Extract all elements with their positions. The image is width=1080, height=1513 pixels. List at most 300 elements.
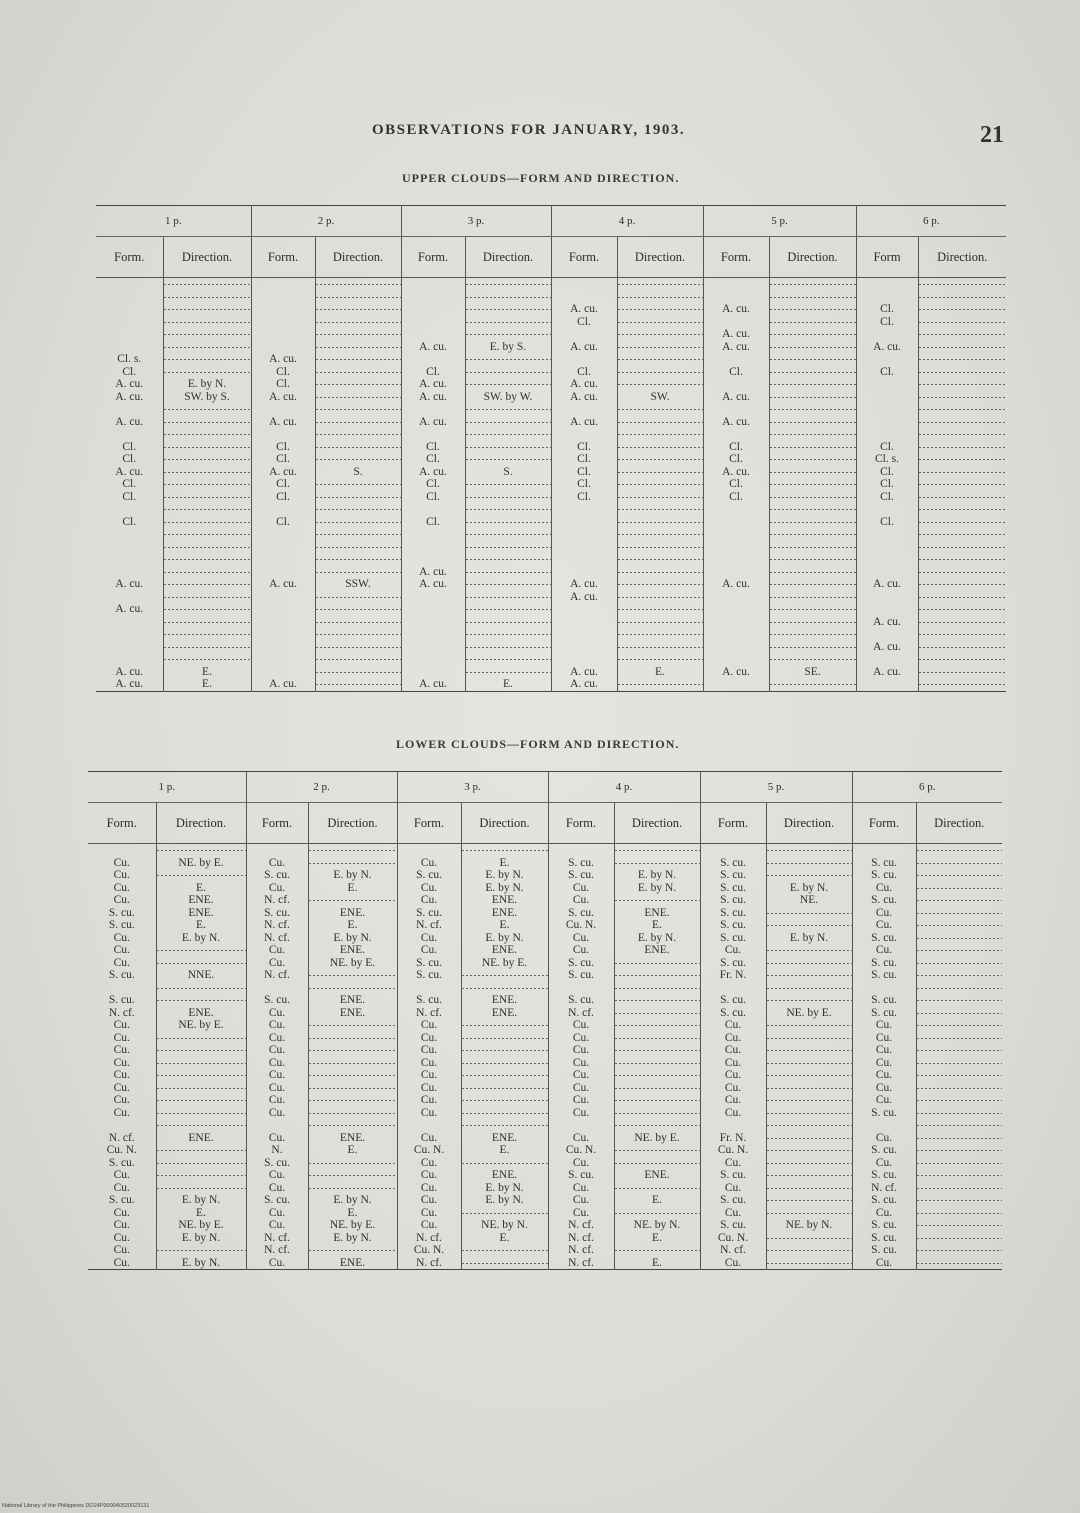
form-cell: A. cu.	[251, 678, 315, 691]
hour-header: 4 p.	[551, 206, 703, 237]
direction-cell: ENE.	[308, 1257, 397, 1270]
direction-cell	[617, 616, 703, 629]
direction-cell	[461, 969, 548, 982]
direction-cell	[465, 628, 551, 641]
form-cell	[401, 603, 465, 616]
direction-cell	[614, 1069, 700, 1082]
direction-cell: E.	[614, 1232, 700, 1245]
direction-cell	[918, 403, 1006, 416]
table-row	[88, 1107, 1002, 1120]
form-cell: Fr. N.	[700, 1132, 766, 1145]
form-cell: S. cu.	[852, 894, 916, 907]
form-cell: Cu.	[397, 1194, 461, 1207]
direction-cell: NE. by N.	[766, 1219, 852, 1232]
direction-cell	[617, 403, 703, 416]
direction-cell: ENE.	[461, 1169, 548, 1182]
form-cell: A. cu.	[551, 341, 617, 354]
direction-cell: E. by N.	[308, 932, 397, 945]
table-row	[96, 641, 1006, 654]
form-cell: Cl.	[856, 441, 918, 454]
form-cell: S. cu.	[852, 1107, 916, 1120]
form-cell: S. cu.	[246, 994, 308, 1007]
table-row	[88, 1207, 1002, 1220]
direction-cell	[617, 466, 703, 479]
form-cell: Cu.	[397, 1044, 461, 1057]
direction-cell	[617, 328, 703, 341]
form-cell	[251, 566, 315, 579]
form-cell: S. cu.	[88, 1194, 156, 1207]
direction-cell	[465, 528, 551, 541]
direction-cell	[465, 303, 551, 316]
hour-header: 6 p.	[856, 206, 1006, 237]
form-cell	[401, 428, 465, 441]
form-cell: A. cu.	[551, 666, 617, 679]
direction-cell	[769, 566, 856, 579]
form-cell: Cu.	[700, 1107, 766, 1120]
direction-cell: NE. by E.	[156, 1019, 246, 1032]
form-cell: S. cu.	[548, 857, 614, 870]
direction-cell	[315, 591, 401, 604]
form-cell: A. cu.	[401, 341, 465, 354]
direction-cell	[163, 453, 251, 466]
form-cell: A. cu.	[401, 466, 465, 479]
form-cell	[703, 278, 769, 291]
direction-cell	[617, 516, 703, 529]
form-cell	[551, 291, 617, 304]
direction-cell	[918, 366, 1006, 379]
form-cell: S. cu.	[548, 1169, 614, 1182]
form-cell: Cu.	[88, 882, 156, 895]
direction-cell	[465, 278, 551, 291]
direction-cell: ENE.	[461, 894, 548, 907]
direction-cell: E.	[308, 1144, 397, 1157]
direction-cell	[766, 1182, 852, 1195]
table-row	[88, 1044, 1002, 1057]
form-cell: A. cu.	[703, 416, 769, 429]
form-cell: Cu.	[88, 1019, 156, 1032]
form-cell: A. cu.	[401, 678, 465, 691]
form-cell	[856, 278, 918, 291]
table-row	[88, 957, 1002, 970]
form-cell	[96, 503, 163, 516]
direction-cell	[315, 553, 401, 566]
form-cell: S. cu.	[852, 1169, 916, 1182]
direction-cell: E. by N.	[461, 932, 548, 945]
direction-cell	[769, 466, 856, 479]
form-cell: S. cu.	[700, 857, 766, 870]
form-cell: S. cu.	[548, 994, 614, 1007]
form-cell	[251, 641, 315, 654]
form-column-header: Form.	[852, 803, 916, 844]
direction-cell	[461, 1032, 548, 1045]
form-cell: Cu.	[246, 1044, 308, 1057]
direction-cell	[766, 1207, 852, 1220]
form-cell: A. cu.	[551, 416, 617, 429]
direction-cell	[769, 503, 856, 516]
direction-cell	[156, 1244, 246, 1257]
direction-cell: E.	[461, 1232, 548, 1245]
direction-cell	[315, 366, 401, 379]
direction-cell: E. by N.	[766, 932, 852, 945]
form-cell: Cu.	[548, 1132, 614, 1145]
table-row	[88, 1232, 1002, 1245]
direction-cell	[916, 844, 1002, 857]
form-cell: Fr. N.	[700, 969, 766, 982]
direction-cell	[769, 491, 856, 504]
direction-cell	[614, 957, 700, 970]
form-cell: Cu.	[397, 894, 461, 907]
direction-cell	[465, 503, 551, 516]
direction-cell	[461, 982, 548, 995]
direction-cell	[308, 857, 397, 870]
direction-cell	[916, 869, 1002, 882]
direction-column-header: Direction.	[769, 237, 856, 278]
direction-cell	[163, 578, 251, 591]
table-row	[88, 1219, 1002, 1232]
form-cell	[551, 503, 617, 516]
direction-cell	[465, 353, 551, 366]
direction-cell	[163, 628, 251, 641]
form-cell: N. cf.	[88, 1007, 156, 1020]
table-row	[96, 653, 1006, 666]
form-cell: Cu.	[700, 1182, 766, 1195]
direction-cell	[766, 869, 852, 882]
direction-cell: E. by N.	[461, 869, 548, 882]
form-cell: A. cu.	[401, 416, 465, 429]
direction-cell: NE. by E.	[156, 857, 246, 870]
direction-cell: E. by N.	[766, 882, 852, 895]
direction-cell	[916, 1182, 1002, 1195]
form-cell	[96, 553, 163, 566]
direction-cell	[461, 1019, 548, 1032]
form-cell	[401, 278, 465, 291]
form-cell: Cl.	[251, 366, 315, 379]
form-cell: Cu.	[397, 1069, 461, 1082]
direction-cell	[163, 616, 251, 629]
direction-cell	[916, 1094, 1002, 1107]
hour-header: 4 p.	[548, 772, 700, 803]
form-cell: A. cu.	[96, 603, 163, 616]
form-cell	[96, 403, 163, 416]
form-cell: S. cu.	[397, 869, 461, 882]
form-cell: A. cu.	[703, 391, 769, 404]
form-cell: Cl.	[401, 478, 465, 491]
form-cell: Cl.	[251, 516, 315, 529]
direction-cell	[465, 478, 551, 491]
direction-cell	[315, 491, 401, 504]
hour-header: 2 p.	[246, 772, 397, 803]
direction-cell	[769, 378, 856, 391]
form-cell: Cl.	[856, 366, 918, 379]
form-cell: Cu.	[852, 907, 916, 920]
form-cell: Cu.	[246, 1169, 308, 1182]
form-cell: Cu.	[397, 857, 461, 870]
direction-column-header: Direction.	[156, 803, 246, 844]
form-cell	[251, 541, 315, 554]
form-cell: S. cu.	[700, 869, 766, 882]
form-cell	[401, 353, 465, 366]
form-cell: Cl.	[551, 366, 617, 379]
direction-cell	[465, 541, 551, 554]
page-number: 21	[980, 122, 1004, 148]
direction-cell	[315, 378, 401, 391]
direction-cell	[769, 528, 856, 541]
direction-cell	[163, 341, 251, 354]
form-cell: Cl.	[96, 478, 163, 491]
form-cell: Cu.	[397, 1057, 461, 1070]
direction-cell	[308, 1082, 397, 1095]
table-row	[96, 516, 1006, 529]
form-cell: Cu.	[397, 1207, 461, 1220]
form-cell: Cl.	[856, 478, 918, 491]
table-row	[88, 1032, 1002, 1045]
form-cell	[703, 628, 769, 641]
direction-cell	[163, 541, 251, 554]
form-cell: N.	[246, 1144, 308, 1157]
direction-cell	[163, 441, 251, 454]
direction-cell	[315, 503, 401, 516]
form-cell: Cu.	[88, 1182, 156, 1195]
table-row	[88, 907, 1002, 920]
form-cell: Cu.	[700, 1069, 766, 1082]
direction-cell	[916, 1069, 1002, 1082]
form-cell: Cl.	[856, 491, 918, 504]
direction-cell	[617, 441, 703, 454]
direction-cell	[918, 391, 1006, 404]
direction-cell: E. by N.	[156, 1232, 246, 1245]
form-cell	[856, 653, 918, 666]
form-cell: A. cu.	[703, 466, 769, 479]
form-cell	[856, 553, 918, 566]
direction-cell	[766, 1044, 852, 1057]
form-cell: S. cu.	[88, 969, 156, 982]
direction-column-header: Direction.	[766, 803, 852, 844]
direction-cell	[315, 278, 401, 291]
form-cell	[551, 603, 617, 616]
direction-cell	[918, 441, 1006, 454]
form-cell	[401, 628, 465, 641]
form-cell: Cu.	[88, 1057, 156, 1070]
direction-cell	[465, 641, 551, 654]
direction-cell: ENE.	[461, 1007, 548, 1020]
form-cell	[401, 591, 465, 604]
form-cell: Cu.	[246, 1069, 308, 1082]
direction-cell	[465, 291, 551, 304]
form-cell: Cu.	[852, 1157, 916, 1170]
direction-cell	[617, 353, 703, 366]
form-cell: Cu.	[88, 1107, 156, 1120]
direction-cell	[465, 416, 551, 429]
direction-cell	[163, 353, 251, 366]
direction-column-header: Direction.	[163, 237, 251, 278]
form-cell	[96, 528, 163, 541]
form-cell: Cu.	[700, 1257, 766, 1270]
direction-cell: E. by N.	[308, 1232, 397, 1245]
form-cell	[88, 982, 156, 995]
form-cell	[551, 641, 617, 654]
direction-cell	[163, 303, 251, 316]
direction-cell	[315, 603, 401, 616]
direction-cell	[617, 316, 703, 329]
form-cell: Cu.	[397, 1182, 461, 1195]
direction-cell	[465, 453, 551, 466]
direction-cell	[156, 1082, 246, 1095]
direction-cell	[918, 528, 1006, 541]
direction-cell	[766, 982, 852, 995]
table-row	[88, 982, 1002, 995]
direction-cell	[614, 857, 700, 870]
form-cell: Cu.	[88, 1244, 156, 1257]
direction-cell	[465, 666, 551, 679]
direction-cell	[916, 1044, 1002, 1057]
direction-cell	[465, 653, 551, 666]
direction-cell: ENE.	[308, 994, 397, 1007]
form-cell: Cu.	[852, 1094, 916, 1107]
form-cell: S. cu.	[700, 1169, 766, 1182]
table-row	[88, 1169, 1002, 1182]
direction-cell	[465, 516, 551, 529]
form-cell	[251, 291, 315, 304]
upper-clouds-title: UPPER CLOUDS—FORM AND DIRECTION.	[402, 171, 680, 185]
form-cell	[397, 844, 461, 857]
form-cell: Cu.	[246, 944, 308, 957]
table-row	[88, 1132, 1002, 1145]
form-cell	[251, 666, 315, 679]
direction-cell	[769, 653, 856, 666]
direction-cell	[617, 303, 703, 316]
direction-cell	[769, 603, 856, 616]
direction-cell	[918, 578, 1006, 591]
form-cell: Cu.	[246, 882, 308, 895]
form-cell	[703, 316, 769, 329]
form-cell: Cu.	[246, 1057, 308, 1070]
table-row	[96, 391, 1006, 404]
form-cell	[548, 844, 614, 857]
form-cell: S. cu.	[852, 994, 916, 1007]
direction-cell	[308, 1057, 397, 1070]
direction-cell: SW. by W.	[465, 391, 551, 404]
form-cell: Cu.	[852, 1069, 916, 1082]
direction-cell	[163, 316, 251, 329]
direction-cell: NNE.	[156, 969, 246, 982]
direction-cell	[617, 378, 703, 391]
direction-cell: NE. by E.	[156, 1219, 246, 1232]
direction-cell	[308, 1244, 397, 1257]
direction-cell	[769, 453, 856, 466]
form-cell	[397, 1119, 461, 1132]
direction-cell	[918, 378, 1006, 391]
table-row	[88, 1157, 1002, 1170]
direction-cell	[769, 478, 856, 491]
form-cell	[246, 1119, 308, 1132]
form-cell	[96, 641, 163, 654]
direction-cell	[769, 553, 856, 566]
form-cell: Cu.	[548, 1194, 614, 1207]
direction-cell	[315, 453, 401, 466]
form-cell: A. cu.	[96, 391, 163, 404]
direction-cell: E. by N.	[308, 1194, 397, 1207]
lower-clouds-title: LOWER CLOUDS—FORM AND DIRECTION.	[396, 737, 680, 751]
direction-cell	[315, 303, 401, 316]
form-cell	[251, 591, 315, 604]
direction-cell: NE.	[766, 894, 852, 907]
direction-cell	[461, 1244, 548, 1257]
direction-cell	[156, 1057, 246, 1070]
hour-header: 6 p.	[852, 772, 1002, 803]
direction-cell: E. by N.	[614, 869, 700, 882]
direction-column-header: Direction.	[916, 803, 1002, 844]
direction-cell	[916, 1032, 1002, 1045]
form-cell: A. cu.	[96, 666, 163, 679]
form-cell: A. cu.	[703, 328, 769, 341]
form-cell	[96, 591, 163, 604]
form-cell: S. cu.	[700, 1219, 766, 1232]
form-cell: S. cu.	[700, 907, 766, 920]
form-cell: Cl.	[551, 453, 617, 466]
form-cell	[401, 641, 465, 654]
direction-cell	[308, 1169, 397, 1182]
form-cell: S. cu.	[852, 857, 916, 870]
direction-cell	[308, 1044, 397, 1057]
form-cell: N. cf.	[397, 1257, 461, 1270]
form-cell	[703, 603, 769, 616]
direction-cell	[918, 416, 1006, 429]
form-cell: Cl. s.	[96, 353, 163, 366]
direction-cell	[315, 616, 401, 629]
direction-cell	[315, 628, 401, 641]
form-cell	[401, 653, 465, 666]
form-cell: S. cu.	[397, 969, 461, 982]
direction-cell	[769, 416, 856, 429]
direction-cell	[614, 1207, 700, 1220]
direction-cell	[465, 603, 551, 616]
form-cell: Cu.	[852, 919, 916, 932]
form-cell	[401, 403, 465, 416]
direction-cell	[766, 1169, 852, 1182]
form-cell	[401, 503, 465, 516]
form-cell	[88, 844, 156, 857]
direction-cell	[918, 641, 1006, 654]
table-row	[88, 1094, 1002, 1107]
direction-cell	[461, 1157, 548, 1170]
direction-cell	[916, 932, 1002, 945]
direction-cell	[916, 1207, 1002, 1220]
direction-cell	[617, 528, 703, 541]
table-row	[96, 366, 1006, 379]
form-cell: Cl.	[96, 516, 163, 529]
form-cell: N. cf.	[548, 1007, 614, 1020]
form-cell: Cu.	[246, 1107, 308, 1120]
form-cell: A. cu.	[401, 578, 465, 591]
form-cell: A. cu.	[551, 391, 617, 404]
direction-column-header: Direction.	[617, 237, 703, 278]
direction-cell: ENE.	[308, 907, 397, 920]
form-cell: Cl.	[96, 491, 163, 504]
form-cell: A. cu.	[856, 666, 918, 679]
form-cell: Cl.	[856, 516, 918, 529]
direction-cell	[315, 516, 401, 529]
form-cell: Cl. s.	[856, 453, 918, 466]
direction-cell	[315, 478, 401, 491]
direction-cell	[916, 1244, 1002, 1257]
form-cell: Cu.	[548, 944, 614, 957]
direction-cell	[617, 366, 703, 379]
form-cell: S. cu.	[852, 932, 916, 945]
form-cell: Cl.	[401, 453, 465, 466]
direction-cell: ENE.	[156, 894, 246, 907]
direction-cell: ENE.	[156, 907, 246, 920]
direction-cell	[163, 491, 251, 504]
